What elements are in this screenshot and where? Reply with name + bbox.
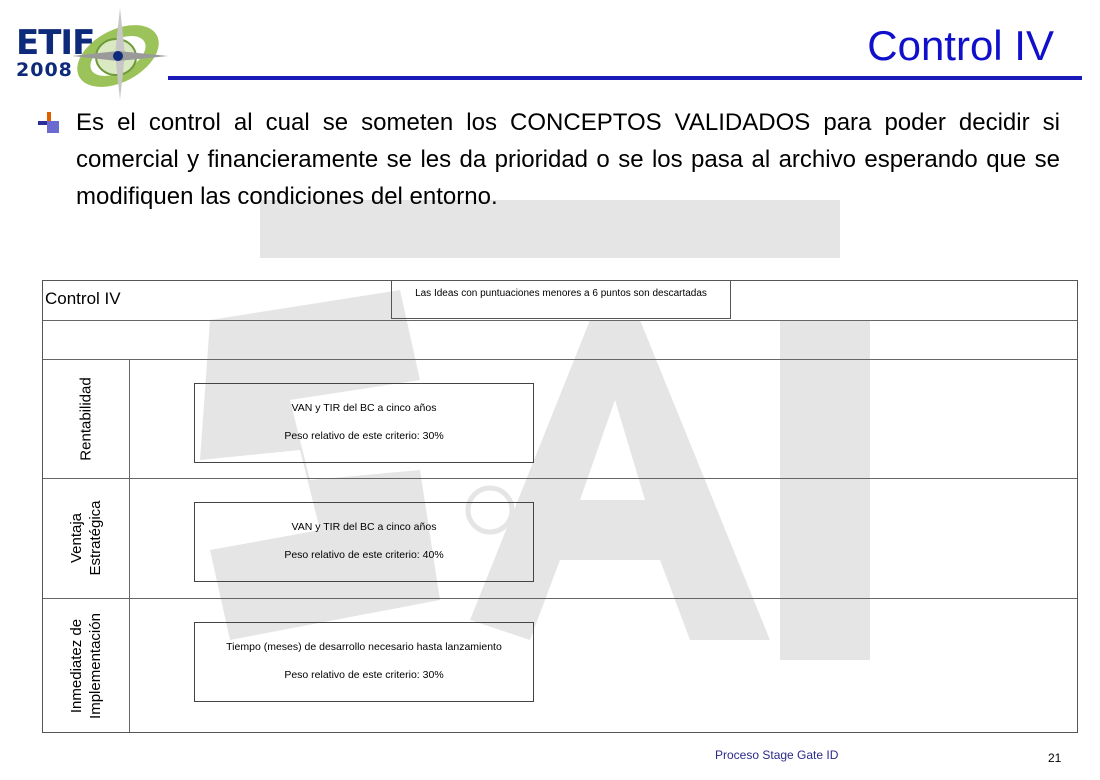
row-label-text	[67, 613, 105, 719]
header-note: Las Ideas con puntuaciones menores a 6 puntos son descartadas	[415, 288, 707, 299]
criterion-text: Tiempo (meses) de desarrollo necesario hasta lanzamiento	[226, 641, 502, 653]
divider	[43, 478, 1077, 479]
header-note-box	[391, 281, 731, 319]
title-underline	[168, 76, 1082, 80]
bullet-paragraph: Es el control al cual se someten los CONCEPTOS VALIDADOS para poder decidir si comercial y financieramente se les da prioridad o se los pasa al archivo esperando que se modifiquen las condiciones del entorno.	[76, 109, 1060, 210]
footer-text: Proceso Stage Gate ID	[715, 748, 839, 762]
logo-year: 2008	[16, 59, 73, 81]
row-label-line: Estratégica	[87, 500, 104, 576]
etif-logo	[12, 4, 172, 102]
table-header-label: Control IV	[45, 289, 121, 308]
bullet-icon	[38, 112, 60, 134]
criterion-weight: Peso relativo de este criterio: 30%	[284, 430, 444, 442]
page-number: 21	[1048, 751, 1062, 765]
control-table	[42, 280, 1078, 733]
criterion-text: VAN y TIR del BC a cinco años	[291, 521, 437, 533]
divider	[43, 359, 1077, 360]
row-label-inmediatez	[43, 598, 129, 734]
divider	[43, 320, 1077, 321]
divider	[129, 359, 130, 732]
criterion-weight: Peso relativo de este criterio: 40%	[284, 549, 444, 561]
criterion-weight: Peso relativo de este criterio: 30%	[284, 669, 444, 681]
criterion-box-inmediatez	[194, 622, 534, 702]
row-label-ventaja	[43, 478, 129, 598]
row-label-text: Rentabilidad	[77, 376, 95, 461]
criterion-box-ventaja	[194, 502, 534, 582]
row-label-rentabilidad	[43, 359, 129, 478]
row-label-line: Inmediatez de	[68, 618, 85, 714]
criterion-text: VAN y TIR del BC a cinco años	[291, 402, 437, 414]
row-label-text	[67, 500, 105, 575]
logo-name: ETIF	[16, 23, 95, 63]
row-label-line: Implementación	[87, 613, 104, 719]
slide-title: Control IV	[867, 22, 1054, 69]
criterion-box-rentabilidad	[194, 383, 534, 463]
row-label-line: Ventaja	[68, 512, 85, 564]
divider	[43, 598, 1077, 599]
